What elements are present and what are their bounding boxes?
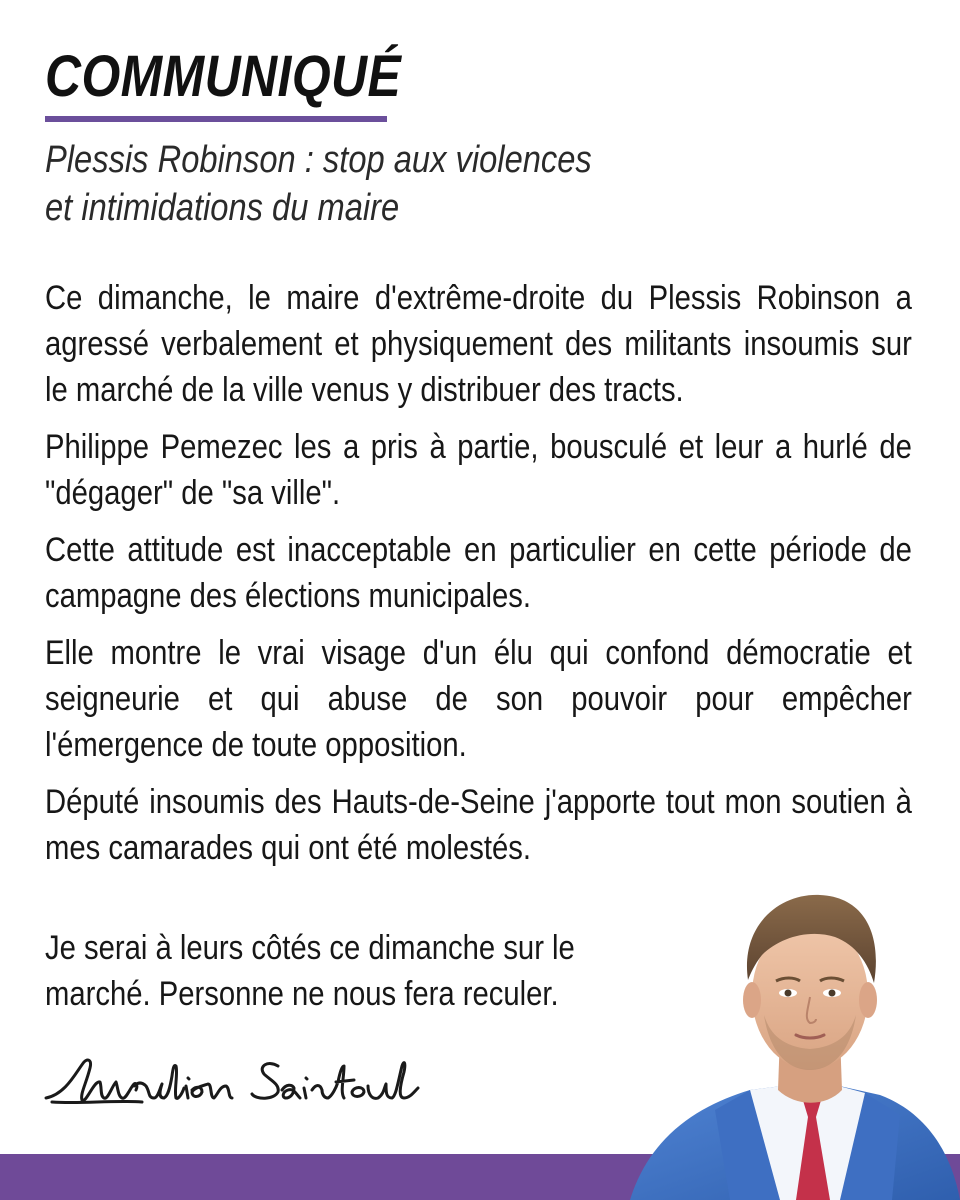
closing-paragraph <box>45 925 664 1017</box>
handwritten-signature <box>42 1042 512 1112</box>
subtitle-line-2: et intimidations du maire <box>45 187 400 229</box>
paragraph-2: Philippe Pemezec les a pris à partie, bousculé et leur a hurlé de "dégager" de "sa ville". <box>45 428 912 512</box>
subtitle-line-1: Plessis Robinson : stop aux violences <box>45 139 592 181</box>
closing-line-1: Je serai à leurs côtés ce dimanche sur le <box>45 929 575 967</box>
closing-line-2: marché. Personne ne nous fera reculer. <box>45 975 559 1013</box>
header <box>45 38 465 116</box>
portrait-icon <box>630 885 960 1200</box>
paragraph-3: Cette attitude est inacceptable en particulier en cette période de campagne des élections municipales. <box>45 531 912 615</box>
body-text <box>45 275 912 882</box>
page-title: COMMUNIQUÉ <box>45 44 402 109</box>
portrait-photo <box>630 885 960 1200</box>
paragraph-4: Elle montre le vrai visage d'un élu qui confond démocratie et seigneurie et qui abuse de son pouvoir pour empêcher l'émergence de toute opposition. <box>45 634 912 764</box>
signature-icon <box>42 1042 512 1112</box>
subtitle <box>45 136 699 232</box>
paragraph-5: Député insoumis des Hauts-de-Seine j'apporte tout mon soutien à mes camarades qui ont été molestés. <box>45 783 912 867</box>
paragraph-1: Ce dimanche, le maire d'extrême-droite du Plessis Robinson a agressé verbalement et physiquement des militants insoumis sur le marché de la ville venus y distribuer des tracts. <box>45 279 912 409</box>
title-underline <box>45 116 387 122</box>
